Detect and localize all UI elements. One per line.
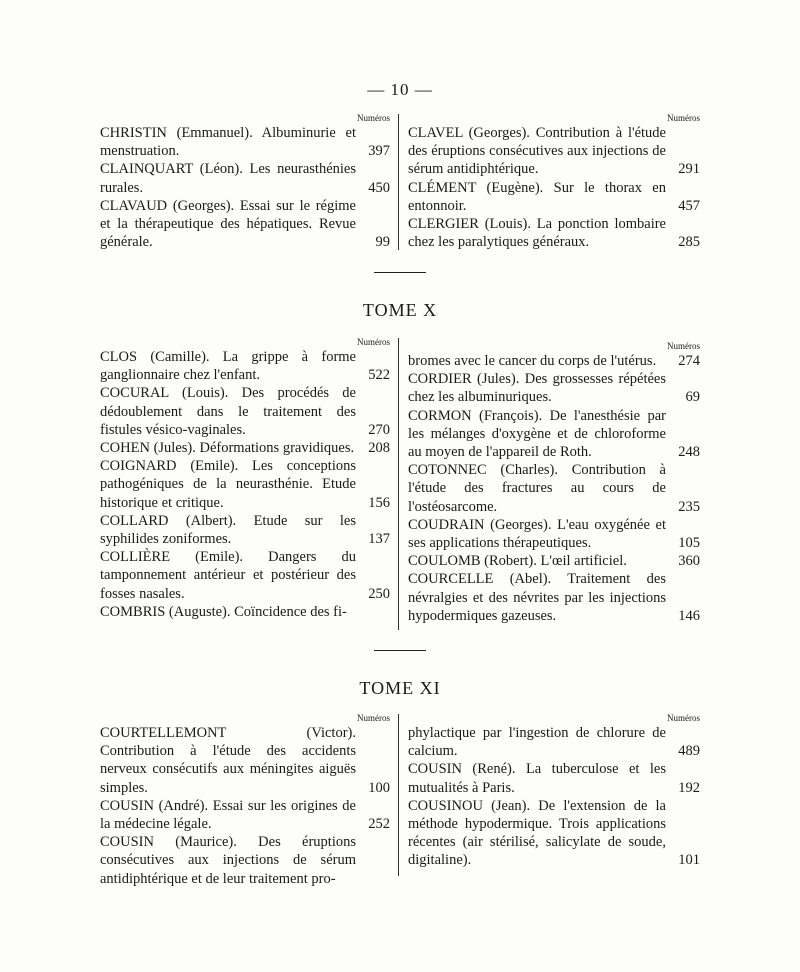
column-divider: [398, 338, 399, 630]
entry: CLÉMENT (Eugène). Sur le thorax en entonnoir. 457: [408, 179, 700, 214]
entry-number: 137: [368, 531, 390, 548]
entry: COUSIN (Maurice). Des éruptions consécutives aux injections de sérum antidiphtérique et de leur traitement pro-: [100, 834, 356, 887]
entry-number: 248: [678, 444, 700, 461]
section-2: [100, 336, 700, 636]
entry: CLERGIER (Louis). La ponction lombaire chez les paralytiques généraux. 285: [408, 216, 700, 251]
entry-number: 69: [685, 389, 700, 406]
entry-number: 489: [678, 743, 700, 760]
numeros-header: Numéros: [667, 713, 700, 723]
entry: bromes avec le cancer du corps de l'utérus. 274: [408, 353, 700, 369]
entry-number: 250: [368, 585, 390, 602]
entry-number: 208: [368, 440, 390, 457]
entry: COCURAL (Louis). Des procédés de dédoublement dans le traitement des fistules vésico-vaginales. 270: [100, 385, 390, 438]
section-3: [100, 712, 700, 887]
entry: COTONNEC (Charles). Contribution à l'étude des fractures au cours de l'ostéosarcome. 235: [408, 462, 700, 515]
entry: COURTELLEMONT (Victor). Contribution à l'étude des accidents nerveux consécutifs aux méningites aiguës simples. 100: [100, 725, 390, 796]
entry: COUDRAIN (Georges). L'eau oxygénée et ses applications thérapeutiques. 105: [408, 516, 700, 552]
column-divider: [398, 114, 399, 250]
section-rule: [374, 272, 426, 273]
tome-title: TOME X: [362, 300, 438, 320]
right-column: [408, 112, 700, 251]
numeros-header: Numéros: [357, 113, 390, 123]
entry: COUSIN (André). Essai sur les origines de la médecine légale. 252: [100, 797, 390, 833]
entry-number: 285: [678, 234, 700, 251]
numeros-header: Numéros: [667, 113, 700, 123]
numeros-header: Numéros: [667, 341, 700, 351]
entry: phylactique par l'ingestion de chlorure de calcium. 489: [408, 725, 700, 760]
entry-number: 360: [678, 553, 700, 570]
right-column: [408, 712, 700, 870]
entry: COIGNARD (Emile). Les conceptions pathogéniques de la neurasthénie. Etude historique et critique. 156: [100, 458, 390, 511]
entry: CLAVEL (Georges). Contribution à l'étude des éruptions consécutives aux injections de sérum antidiphtérique. 291: [408, 125, 700, 178]
entry: COLLIÈRE (Emile). Dangers du tamponnement antérieur et postérieur des fosses nasales. 250: [100, 549, 390, 602]
page-number: — 10 —: [367, 80, 433, 99]
entry: COUSINOU (Jean). De l'extension de la méthode hypodermique. Trois applications récentes (air stérilisé, salicylate de soude, digitaline). 101: [408, 797, 700, 869]
entry: CLAVAUD (Georges). Essai sur le régime et la thérapeutique des hépatiques. Revue générale. 99: [100, 197, 390, 251]
column-divider: [398, 714, 399, 876]
entry-number: 291: [678, 161, 700, 178]
entry-number: 101: [678, 852, 700, 869]
entry: COHEN (Jules). Déformations gravidiques. 208: [100, 440, 390, 457]
entry-number: 99: [375, 234, 390, 251]
entry-number: 274: [678, 353, 700, 369]
entry-number: 235: [678, 498, 700, 515]
entry: CORMON (François). De l'anesthésie par les mélanges d'oxygène et de chloroforme au moyen de l'appareil de Roth. 248: [408, 407, 700, 461]
entry: COUSIN (René). La tuberculose et les mutualités à Paris. 192: [408, 761, 700, 796]
section-1: [100, 112, 700, 252]
tome-title: TOME XI: [359, 678, 441, 698]
entry: CHRISTIN (Emmanuel). Albuminurie et menstruation. 397: [100, 125, 390, 160]
section-rule: [374, 650, 426, 651]
right-column: [408, 336, 700, 625]
entry: COURCELLE (Abel). Traitement des névralgies et des névrites par les injections hypodermiques gazeuses. 146: [408, 571, 700, 624]
entry: COLLARD (Albert). Etude sur les syphilides zoniformes. 137: [100, 512, 390, 548]
entry-number: 156: [368, 494, 390, 511]
entry: CLAINQUART (Léon). Les neurasthénies rurales. 450: [100, 161, 390, 196]
entry-number: 105: [678, 535, 700, 552]
entry-number: 252: [368, 816, 390, 833]
numeros-header: Numéros: [357, 337, 390, 347]
entry-number: 522: [368, 367, 390, 384]
left-column: [100, 712, 390, 888]
entry-number: 397: [368, 143, 390, 160]
entry: COULOMB (Robert). L'œil artificiel. 360: [408, 553, 700, 570]
entry-number: 192: [678, 779, 700, 796]
entry: CORDIER (Jules). Des grossesses répétées chez les albuminuriques. 69: [408, 371, 700, 406]
numeros-header: Numéros: [357, 713, 390, 723]
entry-number: 100: [368, 779, 390, 796]
entry-number: 457: [678, 197, 700, 214]
entry-number: 146: [678, 607, 700, 624]
entry-number: 450: [368, 179, 390, 196]
entry: COMBRIS (Auguste). Coïncidence des fi-: [100, 603, 347, 620]
entry-number: 270: [368, 421, 390, 438]
left-column: [100, 112, 390, 251]
entry: CLOS (Camille). La grippe à forme ganglionnaire chez l'enfant. 522: [100, 349, 390, 384]
left-column: [100, 336, 390, 621]
